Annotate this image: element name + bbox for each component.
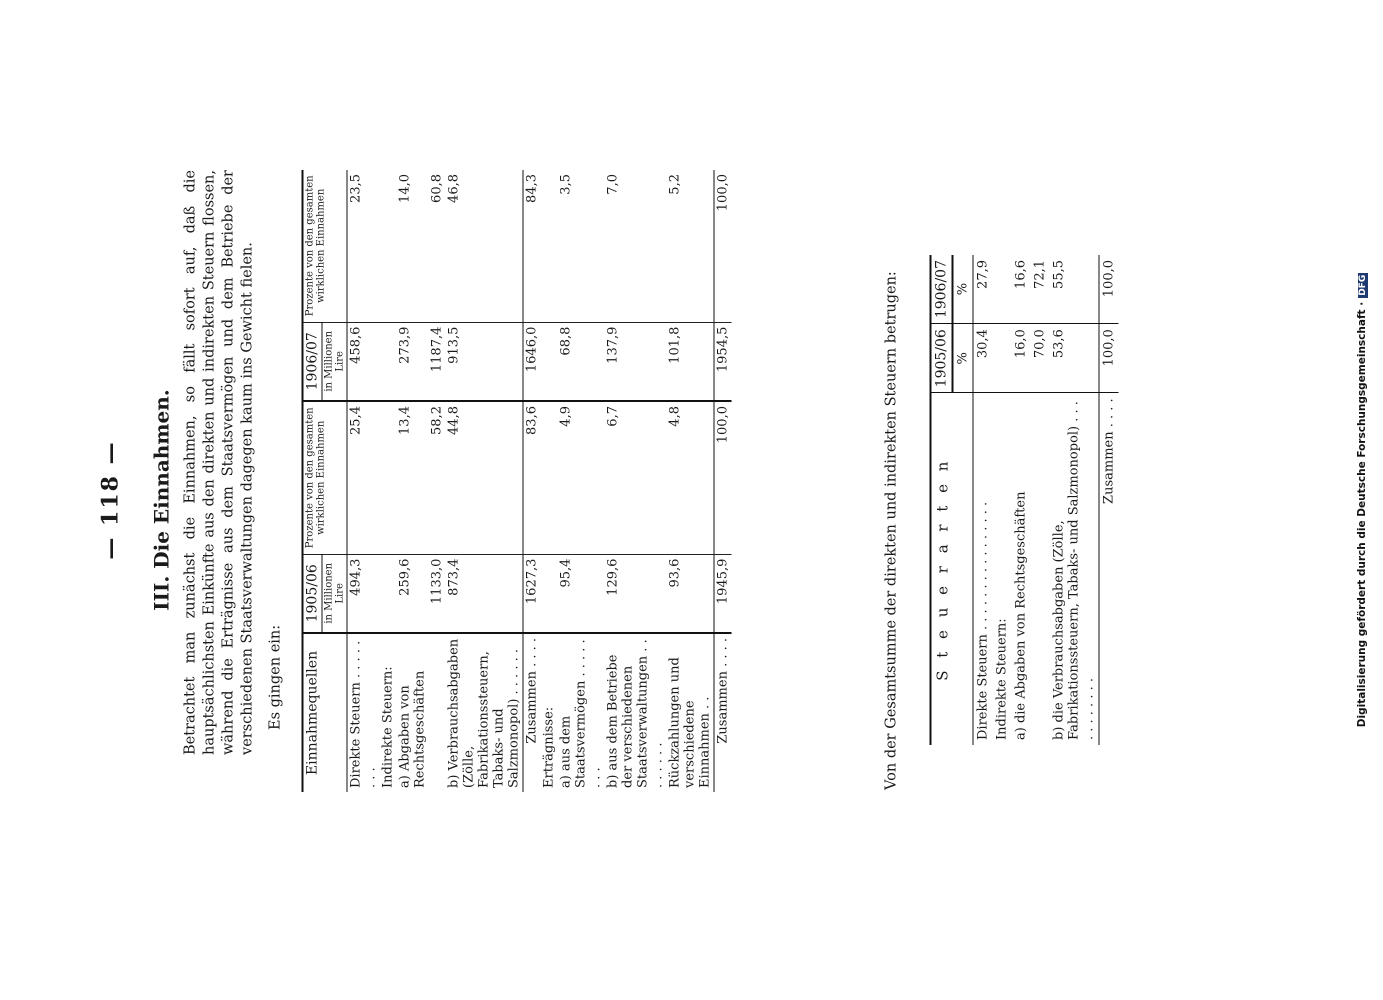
table-row: b) aus dem Betriebe der verschiedenen Staatsverwaltungen . . . . . . . . 129,6 6,7 137,9 7,0 xyxy=(605,170,667,792)
intro-paragraph-3: Von der Gesamtsumme der direkten und indirekten Steuern betrugen: xyxy=(883,271,900,790)
section-heading: III. Die Einnahmen. xyxy=(149,389,174,611)
col-t2-year1: 1905/06 xyxy=(931,324,953,393)
table-row: Direkte Steuern . . . . . . . . . . . . . . . . 30,4 27,9 xyxy=(973,255,993,745)
col-year1: 1905/06 xyxy=(303,554,323,633)
table-row: b) die Verbrauchsabgaben (Zölle, Fabrikationssteuern, Tabaks- und Salzmonopol) . . . . . . . . . . . 53,6 55,5 xyxy=(1050,255,1100,745)
brace-row: 1133,0 58,2 1187,4 60,8 xyxy=(429,170,446,792)
brace-row: 70,0 72,1 xyxy=(1031,255,1050,745)
page-number: — 118 — xyxy=(97,440,124,560)
table-row: Erträgnisse: xyxy=(541,170,558,792)
dfg-credit-text: Digitalisierung gefördert durch die Deutsche Forschungsgemeinschaft · xyxy=(1356,301,1368,728)
table-row: a) die Abgaben von Rechtsgeschäften 16,0 16,6 xyxy=(1012,255,1031,745)
table-row: Indirekte Steuern: xyxy=(993,255,1012,745)
table-row: a) Abgaben von Rechtsgeschäften 259,6 13,4 273,9 14,0 xyxy=(397,170,429,792)
dfg-logo-icon: DFG xyxy=(1358,274,1368,296)
income-table xyxy=(302,170,732,792)
table-row: Zusammen . . . . 1627,3 83,6 1646,0 84,3 xyxy=(523,170,541,792)
pct-2: % xyxy=(953,255,974,324)
unit-2: in Millionen Lire xyxy=(322,322,347,401)
unit-1: in Millionen Lire xyxy=(322,554,347,633)
table-row: b) Verbrauchsabgaben (Zölle, Fabrikationssteuern, Tabaks- und Salzmonopol) . . . . . . 873,4 44,8 913,5 46,8 xyxy=(446,170,524,792)
table-row: Zusammen . . . . 100,0 100,0 xyxy=(1099,255,1119,745)
table-row: a) aus dem Staatsvermögen . . . . . . . . 95,4 4,9 68,8 3,5 xyxy=(558,170,605,792)
table-row: Direkte Steuern . . . . . . . . 494,3 25,4 458,6 23,5 xyxy=(347,170,380,792)
col-year2: 1906/07 xyxy=(303,322,323,401)
intro-paragraph: Betrachtet man zunächst die Einnahmen, so fällt sofort auf, daß die hauptsächlichsten Einkünfte aus den direkten und indirekten Steuern flossen, während die Erträgnisse aus dem Staatsvermögen und dem Betriebe der verschiedenen Staatsverwaltungen dagegen kaum ins Gewicht fielen. xyxy=(182,170,256,755)
col-t2-year2: 1906/07 xyxy=(931,255,953,324)
col-source: Einnahmequellen xyxy=(303,633,348,792)
table-row: Indirekte Steuern: xyxy=(380,170,397,792)
col-pct1: Prozente von den gesamten wirklichen Einnahmen xyxy=(303,401,348,554)
intro-paragraph-2: Es gingen ein: xyxy=(267,624,284,730)
col-tax-type: S t e u e r a r t e n xyxy=(931,393,974,745)
tax-share-table xyxy=(930,255,1119,745)
table-row: Zusammen . . . . 1945,9 100,0 1954,5 100,0 xyxy=(714,170,732,792)
dfg-credit xyxy=(1356,110,1368,890)
pct-1: % xyxy=(953,324,974,393)
table-row: Rückzahlungen und verschiedene Einnahmen . . 93,6 4,8 101,8 5,2 xyxy=(667,170,715,792)
col-pct2: Prozente von den gesamten wirklichen Einnahmen xyxy=(303,170,348,322)
